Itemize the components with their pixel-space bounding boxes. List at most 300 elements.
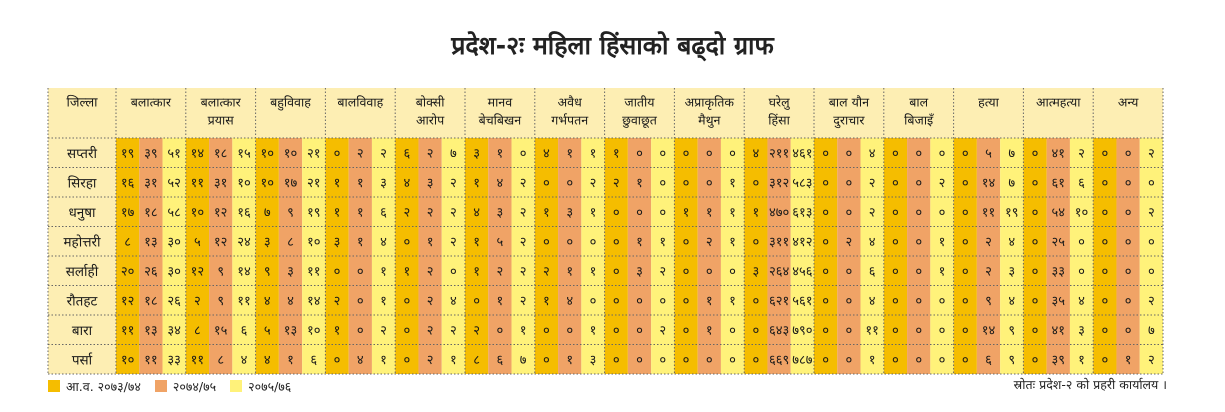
cell-value-r7-c7-y1: ० xyxy=(636,352,643,368)
cell-value-r5-c11-y0: ० xyxy=(892,293,899,309)
cell-value-r7-c14-y2: २ xyxy=(1147,352,1155,368)
cell-value-r4-c11-y1: ० xyxy=(915,264,923,280)
cell-value-r2-c9-y2: ६१३ xyxy=(792,205,813,221)
cell-value-r0-c4-y0: ६ xyxy=(403,146,411,162)
cell-value-r2-c5-y1: ३ xyxy=(496,205,504,221)
cell-value-r1-c0-y1: ३१ xyxy=(144,175,158,191)
category-header-9-line-1: हिंसा xyxy=(768,112,790,128)
cell-value-r0-c11-y1: ० xyxy=(915,146,923,162)
cell-value-r0-c11-y0: ० xyxy=(892,146,899,162)
cell-value-r2-c4-y0: २ xyxy=(403,205,411,221)
cell-value-r3-c4-y0: ० xyxy=(403,234,411,250)
cell-value-r0-c3-y0: ० xyxy=(333,146,341,162)
cell-value-r6-c2-y0: ५ xyxy=(263,323,271,339)
cell-value-r4-c13-y2: ० xyxy=(1078,264,1085,280)
cell-value-r1-c2-y2: २१ xyxy=(307,175,321,191)
cell-value-r0-c0-y2: ५१ xyxy=(167,146,181,162)
cell-value-r5-c10-y2: ४ xyxy=(868,293,876,309)
cell-value-r4-c4-y2: ० xyxy=(449,264,457,280)
cell-value-r6-c3-y2: २ xyxy=(380,323,387,339)
cell-value-r4-c7-y2: २ xyxy=(659,264,667,280)
cell-value-r3-c7-y1: १ xyxy=(636,234,643,250)
category-header-5-line-0: मानव xyxy=(487,94,513,110)
cell-value-r3-c9-y2: ४१२ xyxy=(792,234,813,250)
cell-value-r4-c8-y1: ० xyxy=(705,264,713,280)
cell-value-r5-c0-y2: २६ xyxy=(167,293,181,309)
cell-value-r1-c0-y0: १६ xyxy=(120,175,135,191)
district-label-1: सिरहा xyxy=(67,175,97,192)
cell-value-r0-c1-y2: १५ xyxy=(237,146,251,162)
cell-value-r2-c6-y1: ३ xyxy=(566,205,574,221)
district-label-2: धनुषा xyxy=(68,204,96,221)
cell-value-r7-c13-y1: ३९ xyxy=(1051,352,1066,368)
district-label-6: बारा xyxy=(71,322,93,339)
cell-value-r0-c2-y1: १० xyxy=(283,146,298,162)
category-header-0-line-0: बलात्कार xyxy=(130,94,171,110)
cell-value-r0-c12-y1: ५ xyxy=(985,146,992,162)
cell-value-r3-c9-y0: ० xyxy=(752,234,760,250)
cell-value-r3-c13-y2: ० xyxy=(1078,234,1085,250)
cell-value-r0-c7-y0: १ xyxy=(612,146,620,162)
cell-value-r1-c4-y1: ३ xyxy=(426,175,434,191)
cell-value-r3-c14-y1: ० xyxy=(1124,234,1132,250)
category-header-2-line-0: बहुविवाह xyxy=(270,94,311,110)
cell-value-r4-c7-y1: ३ xyxy=(636,264,643,280)
cell-value-r5-c1-y1: ९ xyxy=(217,293,225,309)
cell-value-r6-c2-y1: १३ xyxy=(283,323,298,339)
cell-value-r6-c11-y2: ० xyxy=(938,323,946,339)
cell-value-r5-c1-y0: २ xyxy=(194,293,201,309)
cell-value-r0-c9-y1: २११ xyxy=(768,146,790,162)
cell-value-r6-c10-y1: ० xyxy=(845,323,853,339)
cell-value-r7-c9-y0: ० xyxy=(752,352,760,368)
cell-value-r3-c11-y1: ० xyxy=(915,234,923,250)
cell-value-r2-c10-y2: २ xyxy=(868,205,876,221)
cell-value-r7-c10-y1: ० xyxy=(845,352,853,368)
cell-value-r4-c4-y1: २ xyxy=(426,264,434,280)
source-note: स्रोतः प्रदेश-२ को प्रहरी कार्यालय । xyxy=(1013,377,1167,392)
cell-value-r4-c4-y0: १ xyxy=(403,264,411,280)
cell-value-r6-c0-y1: १३ xyxy=(144,323,158,339)
cell-value-r0-c6-y1: १ xyxy=(566,146,574,162)
cell-value-r6-c14-y0: ० xyxy=(1101,323,1109,339)
cell-value-r5-c11-y1: ० xyxy=(915,293,923,309)
cell-value-r7-c2-y0: ४ xyxy=(263,352,271,368)
cell-value-r2-c7-y0: ० xyxy=(612,205,620,221)
cell-value-r7-c5-y2: ७ xyxy=(519,352,527,368)
cell-value-r7-c0-y2: ३३ xyxy=(167,352,181,368)
cell-value-r7-c3-y1: ४ xyxy=(356,352,364,368)
cell-value-r1-c14-y2: ० xyxy=(1147,175,1155,191)
cell-value-r1-c13-y0: ० xyxy=(1031,175,1039,191)
cell-value-r0-c1-y1: १८ xyxy=(213,146,228,162)
cell-value-r7-c4-y1: २ xyxy=(426,352,434,368)
cell-value-r2-c2-y1: ९ xyxy=(287,205,294,221)
cell-value-r5-c14-y1: ० xyxy=(1124,293,1132,309)
cell-value-r6-c1-y1: १५ xyxy=(213,323,228,339)
cell-value-r7-c13-y0: ० xyxy=(1031,352,1039,368)
cell-value-r4-c3-y1: ० xyxy=(356,264,364,280)
cell-value-r1-c14-y0: ० xyxy=(1101,175,1109,191)
district-label-5: रौतहट xyxy=(66,293,98,310)
cell-value-r4-c9-y0: ३ xyxy=(752,264,760,280)
cell-value-r7-c5-y1: ६ xyxy=(496,352,504,368)
cell-value-r2-c13-y2: १० xyxy=(1074,205,1089,221)
cell-value-r5-c7-y2: ० xyxy=(659,293,667,309)
cell-value-r5-c6-y2: ० xyxy=(589,293,597,309)
cell-value-r0-c12-y2: ७ xyxy=(1008,146,1016,162)
legend-item-2075 xyxy=(230,378,291,395)
cell-value-r2-c1-y0: १० xyxy=(190,205,205,221)
cell-value-r0-c14-y0: ० xyxy=(1101,146,1109,162)
cell-value-r7-c0-y1: ११ xyxy=(144,352,158,368)
cell-value-r7-c4-y0: ० xyxy=(403,352,411,368)
cell-value-r5-c8-y0: ० xyxy=(682,293,690,309)
cell-value-r5-c6-y1: ४ xyxy=(566,293,574,309)
cell-value-r0-c5-y0: ३ xyxy=(473,146,481,162)
cell-value-r6-c7-y1: ० xyxy=(636,323,643,339)
cell-value-r1-c5-y1: ४ xyxy=(496,175,504,191)
cell-value-r6-c14-y2: ७ xyxy=(1147,323,1155,339)
cell-value-r0-c10-y2: ४ xyxy=(868,146,876,162)
cell-value-r3-c9-y1: ३११ xyxy=(768,234,790,250)
district-header-label: जिल्ला xyxy=(66,95,98,111)
cell-value-r2-c13-y1: ५४ xyxy=(1051,205,1066,221)
cell-value-r1-c1-y0: ११ xyxy=(190,175,205,191)
cell-value-r3-c12-y2: ४ xyxy=(1008,234,1016,250)
cell-value-r7-c14-y1: १ xyxy=(1124,352,1132,368)
cell-value-r5-c0-y0: १२ xyxy=(120,293,135,309)
cell-value-r4-c11-y2: १ xyxy=(938,264,946,280)
cell-value-r6-c1-y2: ६ xyxy=(240,323,248,339)
cell-value-r0-c11-y2: ० xyxy=(938,146,946,162)
cell-value-r6-c0-y0: ११ xyxy=(120,323,135,339)
cell-value-r4-c2-y1: ३ xyxy=(287,264,294,280)
cell-value-r7-c9-y1: ६६९ xyxy=(768,352,790,368)
cell-value-r2-c13-y0: ० xyxy=(1031,205,1039,221)
district-label-4: सर्लाही xyxy=(65,263,99,280)
cell-value-r7-c8-y2: ० xyxy=(729,352,736,368)
cell-value-r1-c7-y1: १ xyxy=(636,175,643,191)
cell-value-r2-c9-y0: १ xyxy=(752,205,760,221)
cell-value-r6-c3-y1: ० xyxy=(356,323,364,339)
cell-value-r4-c3-y0: ० xyxy=(333,264,341,280)
cell-value-r5-c3-y0: २ xyxy=(333,293,341,309)
cell-value-r4-c0-y2: ३० xyxy=(167,264,181,280)
cell-value-r5-c2-y2: १४ xyxy=(307,293,321,309)
cell-value-r3-c10-y1: २ xyxy=(845,234,853,250)
cell-value-r1-c0-y2: ५२ xyxy=(167,175,181,191)
cell-value-r3-c3-y0: ३ xyxy=(333,234,341,250)
cell-value-r3-c5-y0: १ xyxy=(473,234,481,250)
cell-value-r1-c10-y2: २ xyxy=(868,175,876,191)
cell-value-r3-c10-y0: ० xyxy=(822,234,830,250)
cell-value-r4-c13-y1: ३३ xyxy=(1051,264,1066,280)
cell-value-r3-c13-y0: ० xyxy=(1031,234,1039,250)
cell-value-r2-c5-y0: ४ xyxy=(473,205,481,221)
cell-value-r6-c10-y2: ११ xyxy=(865,323,879,339)
cell-value-r7-c6-y2: ३ xyxy=(589,352,597,368)
cell-value-r1-c8-y0: ० xyxy=(682,175,690,191)
cell-value-r5-c14-y2: २ xyxy=(1147,293,1155,309)
cell-value-r7-c11-y0: ० xyxy=(892,352,899,368)
cell-value-r1-c12-y1: १४ xyxy=(981,175,996,191)
cell-value-r7-c5-y0: ८ xyxy=(473,352,481,368)
cell-value-r1-c10-y0: ० xyxy=(822,175,830,191)
cell-value-r7-c14-y0: ० xyxy=(1101,352,1109,368)
category-header-11-line-1: बिजाइँ xyxy=(904,112,934,128)
cell-value-r2-c10-y1: ० xyxy=(845,205,853,221)
cell-value-r0-c14-y2: २ xyxy=(1147,146,1155,162)
cell-value-r1-c7-y2: ० xyxy=(659,175,667,191)
cell-value-r1-c5-y0: १ xyxy=(473,175,481,191)
cell-value-r4-c6-y0: २ xyxy=(543,264,550,280)
cell-value-r1-c2-y0: १० xyxy=(260,175,274,191)
cell-value-r2-c7-y2: ० xyxy=(659,205,667,221)
cell-value-r5-c4-y1: २ xyxy=(426,293,434,309)
cell-value-r1-c11-y0: ० xyxy=(892,175,899,191)
legend-label-2074: २०७४/७५ xyxy=(172,378,217,394)
category-header-11-line-0: बाल xyxy=(909,94,929,110)
cell-value-r6-c3-y0: १ xyxy=(333,323,341,339)
cell-value-r0-c9-y0: ४ xyxy=(752,146,760,162)
category-header-7-line-1: छुवाछूत xyxy=(622,112,657,128)
cell-value-r0-c7-y1: ० xyxy=(636,146,643,162)
cell-value-r3-c6-y2: ० xyxy=(589,234,597,250)
cell-value-r4-c5-y0: १ xyxy=(473,264,481,280)
cell-value-r1-c14-y1: ० xyxy=(1124,175,1132,191)
cell-value-r5-c3-y1: ० xyxy=(356,293,364,309)
cell-value-r4-c6-y2: १ xyxy=(589,264,597,280)
cell-value-r4-c2-y2: ११ xyxy=(307,264,321,280)
cell-value-r7-c2-y1: १ xyxy=(287,352,294,368)
cell-value-r2-c8-y2: १ xyxy=(729,205,736,221)
cell-value-r4-c14-y0: ० xyxy=(1101,264,1109,280)
cell-value-r1-c3-y0: १ xyxy=(333,175,341,191)
cell-value-r4-c5-y2: २ xyxy=(519,264,527,280)
cell-value-r4-c13-y0: ० xyxy=(1031,264,1039,280)
cell-value-r5-c12-y2: ४ xyxy=(1008,293,1016,309)
cell-value-r7-c10-y0: ० xyxy=(822,352,830,368)
cell-value-r0-c6-y2: १ xyxy=(589,146,597,162)
cell-value-r6-c4-y1: २ xyxy=(426,323,434,339)
legend xyxy=(48,376,305,396)
category-header-8-line-0: अप्राकृतिक xyxy=(684,94,735,110)
cell-value-r7-c2-y2: ६ xyxy=(310,352,318,368)
category-header-9-line-0: घरेलु xyxy=(768,94,790,110)
cell-value-r1-c4-y0: ४ xyxy=(403,175,411,191)
cell-value-r2-c14-y0: ० xyxy=(1101,205,1109,221)
cell-value-r5-c6-y0: १ xyxy=(543,293,550,309)
cell-value-r3-c8-y2: १ xyxy=(729,234,736,250)
category-header-4-line-1: आरोप xyxy=(415,112,445,128)
cell-value-r0-c4-y1: २ xyxy=(426,146,434,162)
category-header-4-line-0: बोक्सी xyxy=(415,94,445,110)
cell-value-r2-c7-y1: ० xyxy=(636,205,643,221)
cell-value-r6-c6-y2: १ xyxy=(589,323,597,339)
cell-value-r1-c6-y0: ० xyxy=(543,175,550,191)
cell-value-r2-c4-y2: २ xyxy=(449,205,457,221)
cell-value-r6-c1-y0: ८ xyxy=(194,323,201,339)
legend-label-2075: २०७५/७६ xyxy=(248,378,292,394)
cell-value-r0-c13-y0: ० xyxy=(1031,146,1039,162)
cell-value-r3-c11-y0: ० xyxy=(892,234,899,250)
cell-value-r6-c4-y0: ० xyxy=(403,323,411,339)
cell-value-r1-c8-y2: १ xyxy=(729,175,736,191)
legend-label-2073: आ.व. २०७३/७४ xyxy=(66,378,141,394)
cell-value-r0-c8-y0: ० xyxy=(682,146,690,162)
cell-value-r3-c3-y1: १ xyxy=(356,234,364,250)
cell-value-r2-c12-y1: ११ xyxy=(981,205,996,221)
cell-value-r2-c11-y0: ० xyxy=(892,205,899,221)
cell-value-r0-c12-y0: ० xyxy=(961,146,969,162)
cell-value-r6-c7-y0: ० xyxy=(612,323,620,339)
cell-value-r6-c7-y2: २ xyxy=(659,323,667,339)
cell-value-r5-c12-y1: ९ xyxy=(985,293,992,309)
cell-value-r2-c0-y2: ५८ xyxy=(167,205,181,221)
cell-value-r3-c1-y2: २४ xyxy=(237,234,251,250)
cell-value-r6-c10-y0: ० xyxy=(822,323,830,339)
cell-value-r2-c14-y2: २ xyxy=(1147,205,1155,221)
cell-value-r2-c3-y1: १ xyxy=(356,205,364,221)
cell-value-r2-c11-y1: ० xyxy=(915,205,923,221)
cell-value-r5-c8-y1: १ xyxy=(705,293,713,309)
cell-value-r3-c12-y1: २ xyxy=(985,234,992,250)
category-header-1-line-1: प्रयास xyxy=(207,112,234,128)
category-header-5-line-1: बेचबिखन xyxy=(478,112,522,128)
district-label-0: सप्तरी xyxy=(67,145,97,162)
cell-value-r5-c3-y2: १ xyxy=(380,293,387,309)
cell-value-r0-c1-y0: १४ xyxy=(190,146,205,162)
cell-value-r3-c2-y0: ३ xyxy=(263,234,271,250)
cell-value-r0-c2-y2: २१ xyxy=(307,146,321,162)
cell-value-r5-c5-y2: २ xyxy=(519,293,527,309)
cell-value-r1-c4-y2: २ xyxy=(449,175,457,191)
cell-value-r5-c10-y1: ० xyxy=(845,293,853,309)
cell-value-r6-c8-y2: ० xyxy=(729,323,736,339)
cell-value-r2-c3-y2: ६ xyxy=(380,205,387,221)
cell-value-r0-c10-y0: ० xyxy=(822,146,830,162)
cell-value-r6-c8-y1: १ xyxy=(705,323,713,339)
cell-value-r0-c2-y0: १० xyxy=(260,146,274,162)
cell-value-r2-c6-y2: १ xyxy=(589,205,597,221)
cell-value-r4-c1-y0: १२ xyxy=(190,264,205,280)
cell-value-r2-c3-y0: १ xyxy=(333,205,341,221)
cell-value-r0-c5-y2: ० xyxy=(519,146,527,162)
cell-value-r5-c12-y0: ० xyxy=(961,293,969,309)
legend-swatch-2074 xyxy=(155,380,167,392)
cell-value-r3-c7-y0: ० xyxy=(612,234,620,250)
cell-value-r0-c5-y1: १ xyxy=(496,146,504,162)
cell-value-r3-c8-y1: २ xyxy=(705,234,713,250)
cell-value-r0-c10-y1: ० xyxy=(845,146,853,162)
cell-value-r2-c11-y2: ० xyxy=(938,205,946,221)
cell-value-r7-c8-y1: ० xyxy=(705,352,713,368)
cell-value-r5-c13-y2: ४ xyxy=(1078,293,1085,309)
cell-value-r6-c5-y0: २ xyxy=(473,323,481,339)
cell-value-r5-c9-y2: ५६१ xyxy=(792,293,813,309)
cell-value-r3-c5-y1: ५ xyxy=(496,234,504,250)
cell-value-r7-c11-y2: ० xyxy=(938,352,946,368)
cell-value-r1-c3-y1: १ xyxy=(356,175,364,191)
cell-value-r5-c9-y1: ६२१ xyxy=(768,293,790,309)
cell-value-r4-c1-y2: १४ xyxy=(237,264,251,280)
cell-value-r1-c12-y2: ७ xyxy=(1008,175,1016,191)
cell-value-r0-c8-y2: ० xyxy=(729,146,736,162)
cell-value-r3-c6-y1: ० xyxy=(566,234,574,250)
cell-value-r6-c13-y0: ० xyxy=(1031,323,1039,339)
cell-value-r7-c6-y0: ० xyxy=(543,352,550,368)
cell-value-r3-c0-y0: ८ xyxy=(124,234,132,250)
category-header-13-line-0: आत्महत्या xyxy=(1036,94,1081,110)
cell-value-r6-c5-y1: ० xyxy=(496,323,504,339)
cell-value-r7-c10-y2: १ xyxy=(868,352,876,368)
cell-value-r6-c9-y1: ६४३ xyxy=(768,323,790,339)
cell-value-r5-c4-y2: ४ xyxy=(449,293,457,309)
cell-value-r4-c11-y0: ० xyxy=(892,264,899,280)
category-header-7-line-0: जातीय xyxy=(624,94,655,110)
cell-value-r3-c0-y1: १३ xyxy=(144,234,158,250)
cell-value-r4-c1-y1: ९ xyxy=(217,264,225,280)
cell-value-r1-c9-y0: ० xyxy=(752,175,760,191)
cell-value-r6-c8-y0: ० xyxy=(682,323,690,339)
cell-value-r5-c5-y1: १ xyxy=(496,293,504,309)
cell-value-r3-c2-y1: ८ xyxy=(287,234,294,250)
cell-value-r4-c8-y0: ० xyxy=(682,264,690,280)
cell-value-r2-c2-y2: १९ xyxy=(307,205,321,221)
cell-value-r1-c1-y2: १० xyxy=(237,175,251,191)
cell-value-r3-c0-y2: ३० xyxy=(167,234,181,250)
cell-value-r2-c1-y2: १६ xyxy=(237,205,251,221)
cell-value-r6-c2-y2: १० xyxy=(307,323,321,339)
category-header-3-line-0: बालविवाह xyxy=(337,94,384,110)
cell-value-r4-c12-y2: ३ xyxy=(1008,264,1016,280)
category-header-14-line-0: अन्य xyxy=(1117,94,1139,110)
cell-value-r0-c0-y1: ३९ xyxy=(144,146,158,162)
cell-value-r1-c2-y1: १७ xyxy=(283,175,298,191)
cell-value-r6-c6-y0: ० xyxy=(543,323,550,339)
cell-value-r6-c13-y1: ४१ xyxy=(1051,323,1066,339)
category-header-10-line-0: बाल यौन xyxy=(828,94,870,110)
cell-value-r4-c5-y1: २ xyxy=(496,264,504,280)
cell-value-r3-c6-y0: ० xyxy=(543,234,550,250)
cell-value-r4-c0-y0: २० xyxy=(120,264,135,280)
cell-value-r7-c12-y1: ६ xyxy=(985,352,992,368)
cell-value-r4-c10-y1: ० xyxy=(845,264,853,280)
cell-value-r3-c7-y2: १ xyxy=(659,234,667,250)
cell-value-r4-c7-y0: ० xyxy=(612,264,620,280)
cell-value-r4-c0-y1: २६ xyxy=(144,264,158,280)
cell-value-r0-c8-y1: ० xyxy=(705,146,713,162)
cell-value-r5-c2-y0: ४ xyxy=(263,293,271,309)
cell-value-r5-c5-y0: ० xyxy=(473,293,481,309)
cell-value-r7-c0-y0: १० xyxy=(120,352,135,368)
cell-value-r6-c9-y2: ७९० xyxy=(792,323,813,339)
cell-value-r3-c4-y2: २ xyxy=(449,234,457,250)
cell-value-r6-c11-y0: ० xyxy=(892,323,899,339)
category-header-10-line-1: दुराचार xyxy=(833,112,865,128)
cell-value-r2-c4-y1: २ xyxy=(426,205,434,221)
cell-value-r0-c7-y2: ० xyxy=(659,146,667,162)
cell-value-r7-c3-y0: ० xyxy=(333,352,341,368)
chart-title: प्रदेश-२ः महिला हिंसाको बढ्दो ग्राफ xyxy=(451,31,774,60)
cell-value-r1-c11-y2: २ xyxy=(938,175,946,191)
cell-value-r6-c4-y2: २ xyxy=(449,323,457,339)
cell-value-r5-c0-y1: १८ xyxy=(144,293,158,309)
cell-value-r4-c8-y2: ० xyxy=(729,264,736,280)
cell-value-r0-c3-y1: २ xyxy=(356,146,364,162)
cell-value-r1-c5-y2: २ xyxy=(519,175,527,191)
